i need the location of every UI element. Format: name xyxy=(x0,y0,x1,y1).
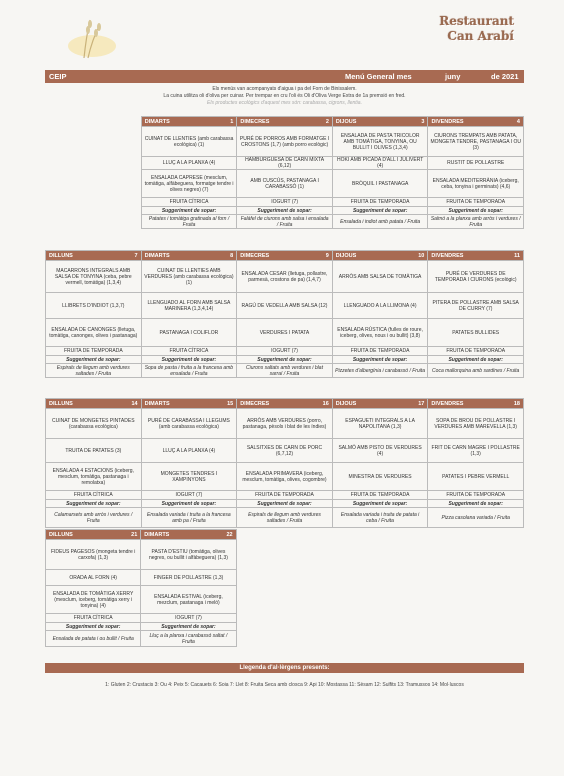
first-course: CUINAT DE LLENTIES AMB VERDURES (amb carabassa ecològica) (1) xyxy=(141,261,237,293)
dinner-label: Suggeriment de sopar: xyxy=(46,500,142,508)
dessert: IOGURT (7) xyxy=(141,614,236,623)
side-dish: MONGETES TENDRES I XAMPINYONS xyxy=(141,463,237,491)
day-header xyxy=(141,530,236,540)
dinner-suggestion: Patates i tomàtiga gratinada al forn / Fruita xyxy=(141,215,237,229)
day-header xyxy=(332,251,428,261)
day-name: DIVENDRES xyxy=(431,252,464,259)
dinner-label: Suggeriment de sopar: xyxy=(428,207,524,215)
day-number: 2 xyxy=(325,118,329,125)
dinner-suggestion: Ciurons saltats amb verdures i blat sarraí / Fruita xyxy=(237,364,333,378)
dessert: IOGURT (7) xyxy=(237,347,333,356)
day-number: 9 xyxy=(325,252,329,259)
first-course: PURÉ DE VERDURES DE TEMPORADA I CIURONS (ecològic) xyxy=(428,261,524,293)
dessert: FRUITA CÍTRICA xyxy=(141,198,237,207)
main-course: LLENGUADO AL FORN AMB SALSA MARINERA (1,3,4,14) xyxy=(141,293,237,319)
dessert: FRUITA DE TEMPORADA xyxy=(237,491,333,500)
side-dish: ENSALADA PRIMAVERA (iceberg, mesclum, tomàtiga, olives, cogombre) xyxy=(237,463,333,491)
dinner-suggestion: Coca mallorquina amb sardines / Fruita xyxy=(428,364,524,378)
dessert: FRUITA DE TEMPORADA xyxy=(46,347,142,356)
dessert: FRUITA CÍTRICA xyxy=(46,614,141,623)
dinner-label: Suggeriment de sopar: xyxy=(46,356,142,364)
day-header xyxy=(428,251,524,261)
menu-table xyxy=(141,116,524,229)
first-course: PURÉ DE CARABASSA I LLEGUMS (amb carabassa ecològica) xyxy=(141,409,237,439)
day-name: DIMECRES xyxy=(240,118,270,125)
side-dish: PASTANAGA I COLIFLOR xyxy=(141,319,237,347)
allergen-legend-title: Llegenda d'al·lèrgens presents: xyxy=(45,663,524,673)
day-number: 11 xyxy=(514,252,520,259)
dinner-label: Suggeriment de sopar: xyxy=(141,207,237,215)
day-number: 18 xyxy=(513,400,520,407)
day-number: 4 xyxy=(516,118,520,125)
day-name: DIVENDRES xyxy=(431,400,464,407)
dinner-suggestion: Pizza casolana variada / Fruita xyxy=(428,508,524,528)
day-number: 8 xyxy=(230,252,234,259)
table-row xyxy=(46,570,237,586)
first-course: ARRÒS AMB SALSA DE TOMÀTIGA xyxy=(332,261,428,293)
menu-label: Menú General mes xyxy=(345,72,412,81)
day-name: DIJOUS xyxy=(335,118,357,125)
dinner-label: Suggeriment de sopar: xyxy=(141,623,236,631)
side-dish: ENSALADA ESTIVAL (iceberg, mezclum, pastanaga i meló) xyxy=(141,586,236,614)
day-header xyxy=(141,117,237,127)
dinner-label: Suggeriment de sopar: xyxy=(332,207,428,215)
table-row xyxy=(46,319,524,347)
table-row xyxy=(46,631,237,647)
month-label: juny xyxy=(445,72,461,81)
dessert: FRUITA DE TEMPORADA xyxy=(428,347,524,356)
first-course: ENSALADA DE PASTA TRICOLOR AMB TOMÀTIGA, TONYINA, OU BULLIT I OLIVES (1,3,4) xyxy=(332,127,428,157)
day-number: 1 xyxy=(230,118,234,125)
dinner-label: Suggeriment de sopar: xyxy=(428,500,524,508)
intro-notes: Els menús van acompanyats d'aigua i pa del Forn de Binissalem. La cuina utilitza oli d'oliva per cuinar. Per trempar en cru l'oli és Oli d'Oliva Verge Extra de 1a premsió en fred. Els productes ecològics d'aquest mes són: carabassa, cigrons, llentia. xyxy=(163,86,406,106)
school-label: CEIP xyxy=(49,72,67,81)
side-dish: ENSALADA DE CANONGES (lletuga, tomàtiga, canonges, olives i pastanaga) xyxy=(46,319,142,347)
table-row xyxy=(46,463,524,491)
day-name: DIJOUS xyxy=(335,252,357,259)
menu-table xyxy=(45,250,524,378)
day-header xyxy=(46,399,142,409)
dessert: FRUITA DE TEMPORADA xyxy=(428,198,524,207)
dinner-label: Suggeriment de sopar: xyxy=(332,500,428,508)
day-name: DIMARTS xyxy=(144,400,170,407)
side-dish: ENSALADA MEDITERRÀNIA (iceberg, ceba, tonyina i germinats) (4,6) xyxy=(428,170,524,198)
first-course: PASTA D'ESTIU (tomàtiga, olives negres, ou bullit i alfàbeguera) (1,3) xyxy=(141,540,236,570)
dinner-suggestion: Ensalada variada i truita de patata i ceba / Fruita xyxy=(332,508,428,528)
main-course: LLUÇ A LA PLANXA (4) xyxy=(141,157,237,170)
dessert: IOGURT (7) xyxy=(141,491,237,500)
table-row xyxy=(46,356,524,364)
main-course: HAMBURGUESA DE CARN MIXTA (6,12) xyxy=(237,157,333,170)
first-course: SOPA DE BROU DE POLLASTRE I VERDURES AMB MAREVELLA (1,3) xyxy=(428,409,524,439)
dinner-suggestion: Espirals de llegum amb verdures saltades / Fruita xyxy=(46,364,142,378)
dinner-label: Suggeriment de sopar: xyxy=(141,500,237,508)
day-name: DILLUNS xyxy=(49,252,73,259)
day-name: DIMECRES xyxy=(240,400,270,407)
menu-title-bar xyxy=(45,70,524,83)
main-course: PITERA DE POLLASTRE AMB SALSA DE CURRY (7) xyxy=(428,293,524,319)
day-number: 7 xyxy=(134,252,138,259)
wheat-logo xyxy=(62,14,132,62)
dinner-suggestion: Lluç a la planxa i carabassó saltat / Fruita xyxy=(141,631,236,647)
dessert: IOGURT (7) xyxy=(237,198,333,207)
table-row xyxy=(46,439,524,463)
side-dish: VERDURES I PATATA xyxy=(237,319,333,347)
first-course: CUINAT DE MONGETES PINTADES (carabassa ecològica) xyxy=(46,409,142,439)
dinner-label: Suggeriment de sopar: xyxy=(46,623,141,631)
table-row xyxy=(141,157,523,170)
main-course: SALSITXES DE CARN DE PORC (6,7,12) xyxy=(237,439,333,463)
first-course: ENSALADA CESAR (lletuga, pollastre, parmesà, crostons de pa) (1,4,7) xyxy=(237,261,333,293)
dessert: FRUITA CÍTRICA xyxy=(141,347,237,356)
main-course: RAGÚ DE VEDELLA AMB SALSA (12) xyxy=(237,293,333,319)
dinner-suggestion: Ensalada i indiot amb patata / Fruita xyxy=(332,215,428,229)
table-row xyxy=(46,508,524,528)
week-4 xyxy=(45,529,237,647)
first-course: PURÉ DE PORROS AMB FORMATGE I CROSTONS (1,7) (amb porro ecològic) xyxy=(237,127,333,157)
week-3 xyxy=(45,398,524,528)
table-row xyxy=(46,586,237,614)
table-row xyxy=(46,500,524,508)
day-header xyxy=(141,251,237,261)
side-dish: ENSALADA RÚSTICA (fulles de roure, iceberg, olives, nous i ou bullit) (3,8) xyxy=(332,319,428,347)
table-row xyxy=(46,261,524,293)
dinner-suggestion: Espirals de llegum amb verdures saltades / Fruita xyxy=(237,508,333,528)
dinner-suggestion: Sopa de pasta i fruita a la francesa amb ensalada / Fruita xyxy=(141,364,237,378)
dinner-label: Suggeriment de sopar: xyxy=(428,356,524,364)
dinner-label: Suggeriment de sopar: xyxy=(141,356,237,364)
day-header xyxy=(237,117,333,127)
main-course: LLENGUADO A LA LLIMONA (4) xyxy=(332,293,428,319)
table-row xyxy=(46,364,524,378)
dessert: FRUITA DE TEMPORADA xyxy=(428,491,524,500)
dinner-suggestion: Ensalada variada i truita a la francesa amb pa / Fruita xyxy=(141,508,237,528)
day-header xyxy=(237,251,333,261)
year-label: de 2021 xyxy=(491,72,519,81)
dinner-suggestion: Falàfel de ciurons amb salsa i ensalada / Fruita xyxy=(237,215,333,229)
first-course: ARRÒS AMB VERDURES (porro, pastanaga, pèsols i blat de les índies) xyxy=(237,409,333,439)
main-course: LLUÇ A LA PLANXA (4) xyxy=(141,439,237,463)
side-dish: ENSALADA CAPRESE (mesclum, tomàtiga, alfàbeguera, formatge tendre i olives negres) (7) xyxy=(141,170,237,198)
table-row xyxy=(141,170,523,198)
table-row xyxy=(141,207,523,215)
main-course: LLIBRETS D'INDIOT (1,3,7) xyxy=(46,293,142,319)
first-course: FIDEUS PAGESOS (mongeta tendre i carxofa) (1,3) xyxy=(46,540,141,570)
main-course: SALMÓ AMB PISTO DE VERDURES (4) xyxy=(332,439,428,463)
week-1 xyxy=(141,116,524,229)
side-dish: PATATES I PEBRE VERMELL xyxy=(428,463,524,491)
dinner-label: Suggeriment de sopar: xyxy=(332,356,428,364)
day-header xyxy=(332,399,428,409)
day-name: DIMARTS xyxy=(144,531,170,538)
dessert: FRUITA DE TEMPORADA xyxy=(332,347,428,356)
day-header xyxy=(237,399,333,409)
dessert: FRUITA CÍTRICA xyxy=(46,491,142,500)
dessert: FRUITA DE TEMPORADA xyxy=(332,198,428,207)
day-header xyxy=(428,399,524,409)
menu-table xyxy=(45,398,524,528)
dinner-label: Suggeriment de sopar: xyxy=(237,500,333,508)
table-row xyxy=(46,540,237,570)
main-course: RUSTIT DE POLLASTRE xyxy=(428,157,524,170)
first-course: CIURONS TREMPATS AMB PATATA, MONGETA TENDRE, PASTANAGA I OU (3) xyxy=(428,127,524,157)
dinner-suggestion: Ensalada de patata i ou bullit / Fruita xyxy=(46,631,141,647)
day-number: 17 xyxy=(418,400,425,407)
dinner-suggestion: Salmó a la planxa amb arròs i verdures / Fruita xyxy=(428,215,524,229)
day-header xyxy=(428,117,524,127)
day-header xyxy=(141,399,237,409)
allergen-legend: 1: Gluten 2: Crustacis 3: Ou 4: Peix 5: Cacauets 6: Soia 7: Llet 8: Fruita Seca amb closca 9: Api 10: Mostassa 11: Sèsam 12: Sulfits 13: Tramussos 14: Mol·luscos xyxy=(105,682,464,688)
day-number: 3 xyxy=(421,118,425,125)
menu-table xyxy=(45,529,237,647)
side-dish: ENSALADA 4 ESTACIONS (iceberg, mesclum, tomàtiga, pastanaga i remolatxa) xyxy=(46,463,142,491)
day-number: 15 xyxy=(227,400,234,407)
day-name: DILLUNS xyxy=(49,531,73,538)
main-course: ORADA AL FORN (4) xyxy=(46,570,141,586)
table-row xyxy=(46,614,237,623)
table-row xyxy=(46,347,524,356)
table-row xyxy=(46,293,524,319)
table-row xyxy=(46,623,237,631)
dessert: FRUITA DE TEMPORADA xyxy=(332,491,428,500)
table-row xyxy=(141,198,523,207)
side-dish: AMB CUSCÚS, PASTANAGA I CARABASSÓ (1) xyxy=(237,170,333,198)
first-course: CUINAT DE LLENTIES (amb carabassa ecològica) (1) xyxy=(141,127,237,157)
side-dish: MINESTRA DE VERDURES xyxy=(332,463,428,491)
day-number: 22 xyxy=(226,531,233,538)
day-header xyxy=(332,117,428,127)
day-number: 14 xyxy=(131,400,138,407)
day-number: 21 xyxy=(131,531,138,538)
day-number: 10 xyxy=(418,252,425,259)
main-course: FINGER DE POLLASTRE (1,3) xyxy=(141,570,236,586)
day-name: DIMARTS xyxy=(144,252,170,259)
day-name: DILLUNS xyxy=(49,400,73,407)
day-name: DIMECRES xyxy=(240,252,270,259)
day-name: DIMARTS xyxy=(144,118,170,125)
main-course: TRUITA DE PATATES (3) xyxy=(46,439,142,463)
side-dish: BRÒQUIL I PASTANAGA xyxy=(332,170,428,198)
first-course: MACARRONS INTEGRALS AMB SALSA DE TONYINA (ceba, pebre vermell, tomàtiga) (1,3,4) xyxy=(46,261,142,293)
table-row xyxy=(46,491,524,500)
table-row xyxy=(141,215,523,229)
day-header xyxy=(46,530,141,540)
day-number: 16 xyxy=(322,400,329,407)
week-2 xyxy=(45,250,524,378)
dinner-suggestion: Pizzetes d'albergínia i carabassó / Fruita xyxy=(332,364,428,378)
main-course: FRIT DE CARN MAGRE I POLLASTRE (1,3) xyxy=(428,439,524,463)
first-course: ESPAGUETI INTEGRALS A LA NAPOLITANA (1,3) xyxy=(332,409,428,439)
day-name: DIVENDRES xyxy=(431,118,464,125)
side-dish: PATATES BULLIDES xyxy=(428,319,524,347)
table-row xyxy=(141,127,523,157)
side-dish: ENSALADA DE TOMÀTIGA XERRY (mesclum, iceberg, tomàtiga xerry i tonyina) (4) xyxy=(46,586,141,614)
table-row xyxy=(46,409,524,439)
day-name: DIJOUS xyxy=(335,400,357,407)
dinner-label: Suggeriment de sopar: xyxy=(237,207,333,215)
day-header xyxy=(46,251,142,261)
main-course: HOKI AMB PICADA D'ALL I JULIVERT (4) xyxy=(332,157,428,170)
restaurant-name: Restaurant Can Arabí xyxy=(439,14,514,43)
dinner-label: Suggeriment de sopar: xyxy=(237,356,333,364)
dinner-suggestion: Calamarsets amb arròs i verdures / Fruita xyxy=(46,508,142,528)
